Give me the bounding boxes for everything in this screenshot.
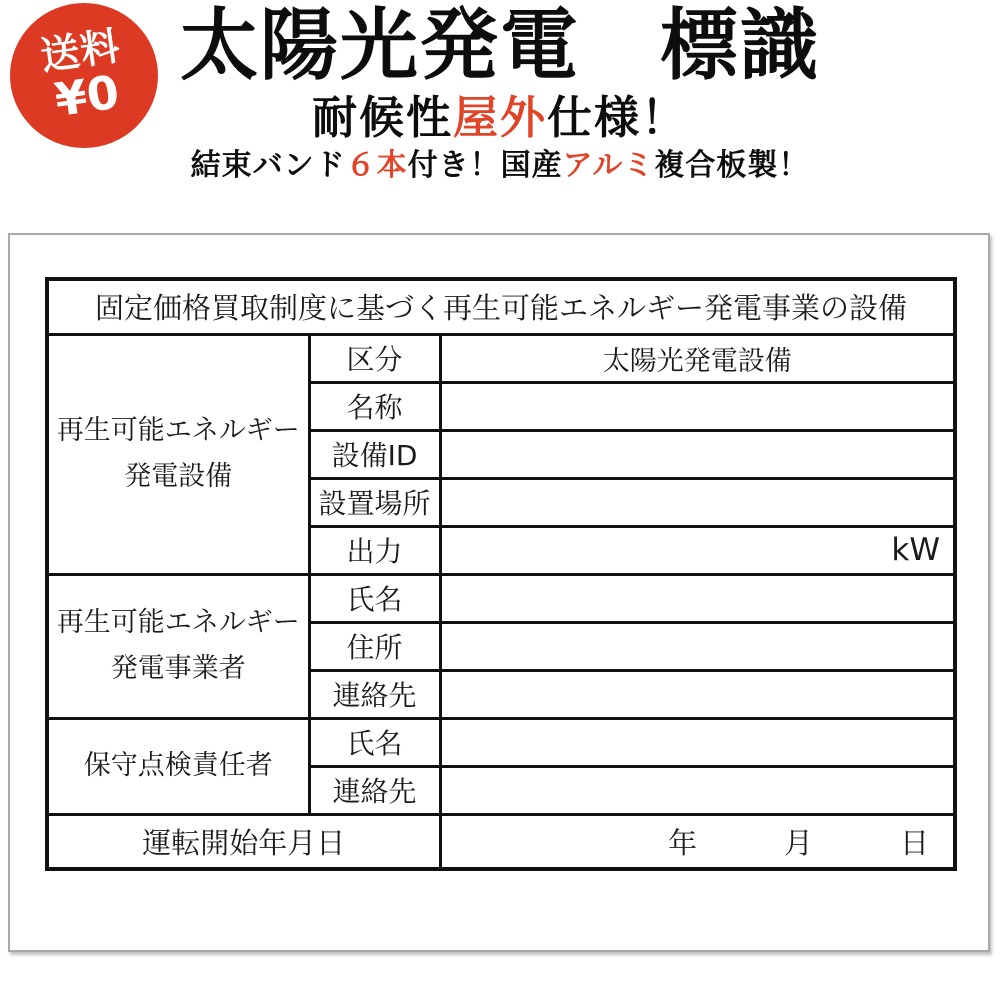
- badge-price-label: ¥0: [51, 64, 123, 127]
- value-shutsuryoku-unit: kW: [440, 526, 955, 574]
- group-facility-line2: 発電設備: [124, 461, 233, 492]
- group-operator-line2: 発電事業者: [110, 653, 246, 684]
- feature-highlight-1: ６本: [345, 148, 408, 183]
- year-label: 年: [667, 825, 697, 860]
- group-cell-operator: [47, 574, 309, 718]
- banner-cell: 固定価格買取制度に基づく再生可能エネルギー発電事業の設備: [47, 279, 955, 334]
- group-maintenance-line1: 保守点検責任者: [83, 750, 273, 781]
- start-date-value-cell: [440, 814, 955, 869]
- field-label-shutsuryoku: 出力: [309, 526, 440, 574]
- badge-shipping-label: 送料: [37, 23, 124, 80]
- group-facility-line1: 再生可能エネルギー: [56, 415, 300, 446]
- row-operator-shimei: [47, 574, 955, 622]
- value-maintenance-renrakusaki: [440, 766, 955, 814]
- group-cell-facility: [47, 334, 309, 574]
- field-label-operator-renrakusaki: 連絡先: [309, 670, 440, 718]
- group-operator-line1: 再生可能エネルギー: [56, 607, 300, 638]
- subtitle-highlight: 屋外: [452, 91, 547, 144]
- subtitle-text-post: 仕様！: [547, 91, 689, 144]
- field-label-maintenance-shimei: 氏名: [309, 718, 440, 766]
- sign-table: [45, 277, 957, 871]
- row-kubun: [47, 334, 955, 382]
- field-label-operator-jusho: 住所: [309, 622, 440, 670]
- value-operator-jusho: [440, 622, 955, 670]
- free-shipping-badge: [10, 3, 158, 148]
- free-shipping-badge-text: [37, 23, 129, 127]
- field-label-meisho: 名称: [309, 382, 440, 430]
- feature-text-2: 付き！国産: [407, 148, 563, 183]
- start-date-ymd: [442, 821, 954, 862]
- field-label-setsubi-id: 設備ID: [309, 430, 440, 478]
- value-setsubi-id: [440, 430, 955, 478]
- value-meisho: [440, 382, 955, 430]
- row-maintenance-shimei: [47, 718, 955, 766]
- sign-board: [8, 233, 990, 952]
- value-maintenance-shimei: [440, 718, 955, 766]
- feature-highlight-2: アルミ: [562, 148, 655, 183]
- group-cell-maintenance: [47, 718, 309, 814]
- value-operator-renrakusaki: [440, 670, 955, 718]
- row-start-date: [47, 814, 955, 869]
- field-label-maintenance-renrakusaki: 連絡先: [309, 766, 440, 814]
- value-operator-shimei: [440, 574, 955, 622]
- feature-text-1: 結束バンド: [190, 148, 346, 183]
- field-label-setchi-basho: 設置場所: [309, 478, 440, 526]
- banner-row: [47, 279, 955, 334]
- value-setchi-basho: [440, 478, 955, 526]
- day-label: 日: [899, 825, 929, 860]
- field-label-kubun: 区分: [309, 334, 440, 382]
- product-feature-line: [0, 146, 1000, 186]
- value-kubun: 太陽光発電設備: [440, 334, 955, 382]
- month-label: 月: [783, 825, 813, 860]
- start-date-label: 運転開始年月日: [47, 814, 440, 869]
- field-label-operator-shimei: 氏名: [309, 574, 440, 622]
- subtitle-text-pre: 耐候性: [311, 91, 453, 144]
- feature-text-3: 複合板製！: [654, 148, 810, 183]
- product-title: 太陽光発電 標識: [179, 1, 820, 91]
